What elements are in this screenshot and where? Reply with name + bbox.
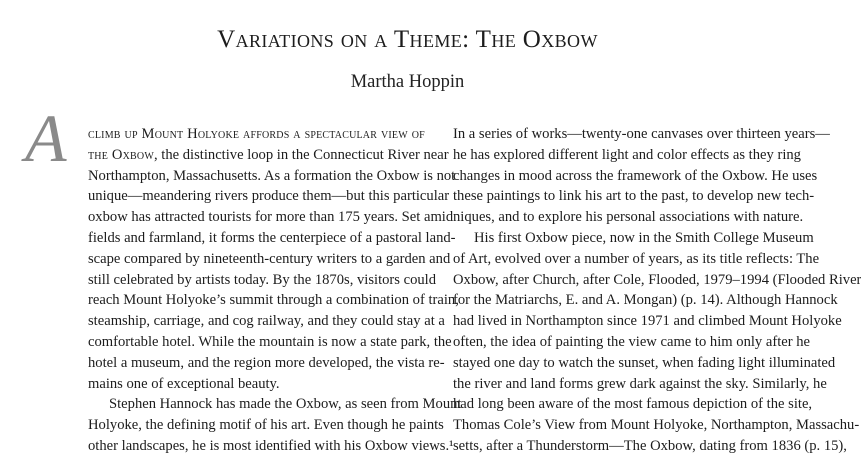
text-line: other landscapes, he is most identified with his Oxbow views.¹ xyxy=(88,437,454,454)
text-line: His first Oxbow piece, now in the Smith College Museum xyxy=(474,229,814,246)
text-line: steamship, carriage, and cog railway, and they could stay at a xyxy=(88,313,445,330)
text-line: Northampton, Massachusetts. As a formation the Oxbow is not xyxy=(88,167,456,184)
left-column xyxy=(88,124,462,457)
text-line: hotel a museum, and the region more developed, the vista re- xyxy=(88,354,445,371)
text-line: stayed one day to watch the sunset, when fading light illuminated xyxy=(453,354,836,371)
text-line: changes in mood across the framework of the Oxbow. He uses xyxy=(453,167,818,184)
text-line: oxbow has attracted tourists for more than 175 years. Set amid xyxy=(88,209,454,226)
text-line: of Art, evolved over a number of years, as its title reflects: The xyxy=(453,250,820,267)
text-line xyxy=(88,145,449,166)
text-line: In a series of works—twenty-one canvases over thirteen years— xyxy=(453,126,830,142)
text-line: these paintings to link his art to the past, to develop new tech- xyxy=(453,188,815,205)
text-line: mains one of exceptional beauty. xyxy=(88,375,280,392)
text-line: Stephen Hannock has made the Oxbow, as seen from Mount xyxy=(109,396,462,413)
text-line: setts, after a Thunderstorm—The Oxbow, dating from 1836 (p. 15), xyxy=(453,437,847,454)
text-line: Holyoke, the defining motif of his art. Even though he paints xyxy=(88,417,444,434)
text-line: scape compared by nineteenth-century writers to a garden and xyxy=(88,250,451,267)
text-line: Oxbow, after Church, after Cole, Flooded, 1979–1994 (Flooded River xyxy=(453,271,861,288)
text-line: unique—meandering rivers produce them—but this particular xyxy=(88,188,450,205)
small-caps-phrase: the Oxbow xyxy=(88,146,154,163)
text-line: niques, and to explore his personal associations with nature. xyxy=(453,209,804,226)
text-line: had lived in Northampton since 1971 and climbed Mount Holyoke xyxy=(453,313,842,330)
text-line: the river and land forms grew dark against the sky. Similarly, he xyxy=(453,375,827,392)
text-line: fields and farmland, it forms the centerpiece of a pastoral land- xyxy=(88,229,456,246)
right-column xyxy=(453,124,861,457)
text-line: often, the idea of painting the view came to him only after he xyxy=(453,333,811,350)
text-line: he has explored different light and color effects as they ring xyxy=(453,146,801,163)
text-line: reach Mount Holyoke’s summit through a combination of train, xyxy=(88,292,459,309)
text-line: still celebrated by artists today. By the 1870s, visitors could xyxy=(88,271,437,288)
author-name: Martha Hoppin xyxy=(350,72,465,92)
text-line: comfortable hotel. While the mountain is now a state park, the xyxy=(88,333,452,350)
text-line: for the Matriarchs, E. and A. Mongan) (p. 14). Although Hannock xyxy=(453,292,838,309)
text-line-rest: , the distinctive loop in the Connecticut River near xyxy=(153,146,449,163)
text-line: Thomas Cole’s View from Mount Holyoke, Northampton, Massachu- xyxy=(453,417,860,434)
page-title: Variations on a Theme: The Oxbow xyxy=(217,26,598,53)
drop-cap: A xyxy=(25,100,67,176)
text-line: had long been aware of the most famous depiction of the site, xyxy=(453,396,813,413)
text-line: climb up Mount Holyoke affords a spectacular view of xyxy=(88,126,425,142)
